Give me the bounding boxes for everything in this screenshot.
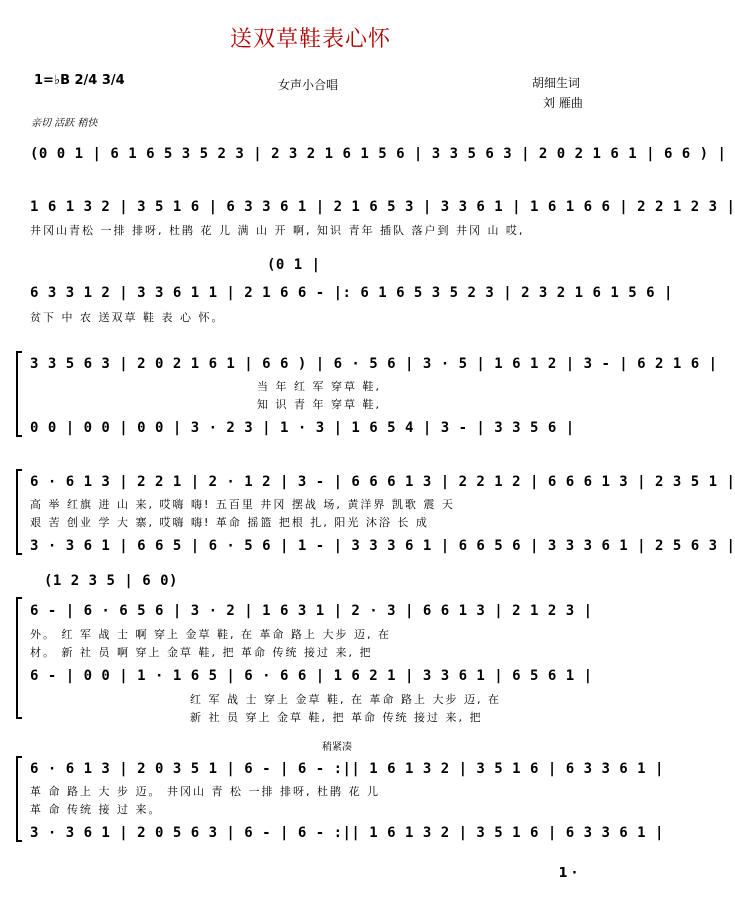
page-number: 1 · <box>558 866 577 881</box>
lyric-line: 革 命 传统 接 过 来。 <box>30 803 162 816</box>
lyric-line: 知 识 青 年 穿草 鞋, <box>257 398 381 411</box>
lyric-line: 材。 新 社 员 啊 穿上 金草 鞋, 把 革命 传统 接过 来, 把 <box>30 646 373 659</box>
composer-credit: 刘 雁曲 <box>543 96 583 110</box>
notation-line: 6 - | 0 0 | 1 · 1 6 5 | 6 · 6 6 | 1 6 2 1 | 3 3 6 1 | 6 5 6 1 | <box>30 668 593 684</box>
key-signature: 1=♭B 2/4 3/4 <box>34 73 125 88</box>
lyric-line: 高 举 红旗 进 山 来, 哎嗨 嗨! 五百里 井冈 摆战 场, 黄洋界 凯歌 震 天 <box>30 498 455 511</box>
system-brace <box>14 598 24 718</box>
tempo-marking: 亲切 活跃 稍快 <box>31 118 98 129</box>
notation-line: 6 · 6 1 3 | 2 0 3 5 1 | 6 - | 6 - :|| 1 6 1 3 2 | 3 5 1 6 | 6 3 3 6 1 | <box>30 761 664 777</box>
notation-line: 6 - | 6 · 6 5 6 | 3 · 2 | 1 6 3 1 | 2 · 3 | 6 6 1 3 | 2 1 2 3 | <box>30 603 593 619</box>
notation-line: 3 · 3 6 1 | 6 6 5 | 6 · 5 6 | 1 - | 3 3 3 6 1 | 6 6 5 6 | 3 3 3 6 1 | 2 5 6 3 | <box>30 538 735 554</box>
lyric-line: 革 命 路上 大 步 迈。 井冈山 青 松 一排 排呀, 杜鹃 花 儿 <box>30 785 380 798</box>
notation-line: (1 2 3 5 | 6 0) <box>44 573 178 589</box>
lyric-line: 当 年 红 军 穿草 鞋, <box>257 380 381 393</box>
lyric-line: 井冈山青松 一排 排呀, 杜鹃 花 儿 满 山 开 啊, 知识 青年 插队 落户到 井冈 山 哎, <box>30 224 525 237</box>
song-title: 送双草鞋表心怀 <box>229 27 391 52</box>
tempo-change-mark: 稍紧凑 <box>322 742 352 753</box>
system-brace <box>14 757 24 841</box>
system-brace <box>14 352 24 436</box>
notation-line: 6 3 3 1 2 | 3 3 6 1 1 | 2 1 6 6 - |: 6 1 6 5 3 5 2 3 | 2 3 2 1 6 1 5 6 | <box>30 285 673 301</box>
notation-line: (0 0 1 | 6 1 6 5 3 5 2 3 | 2 3 2 1 6 1 5 6 | 3 3 5 6 3 | 2 0 2 1 6 1 | 6 6 ) | <box>30 146 727 162</box>
lyric-line: 贫下 中 农 送双草 鞋 表 心 怀。 <box>30 311 225 324</box>
lyric-line: 艰 苦 创业 学 大 寨, 哎嗨 嗨! 革命 摇篮 把根 扎, 阳光 沐浴 长 成 <box>30 516 429 529</box>
lyric-line: 新 社 员 穿上 金草 鞋, 把 革命 传统 接过 来, 把 <box>190 711 483 724</box>
notation-line: 0 0 | 0 0 | 0 0 | 3 · 2 3 | 1 · 3 | 1 6 5 4 | 3 - | 3 3 5 6 | <box>30 420 575 436</box>
notation-line: 1 6 1 3 2 | 3 5 1 6 | 6 3 3 6 1 | 2 1 6 5 3 | 3 3 6 1 | 1 6 1 6 6 | 2 2 1 2 3 | <box>30 199 735 215</box>
notation-line: 3 · 3 6 1 | 2 0 5 6 3 | 6 - | 6 - :|| 1 6 1 3 2 | 3 5 1 6 | 6 3 3 6 1 | <box>30 825 664 841</box>
system-brace <box>14 470 24 554</box>
notation-line: 6 · 6 1 3 | 2 2 1 | 2 · 1 2 | 3 - | 6 6 6 1 3 | 2 2 1 2 | 6 6 6 1 3 | 2 3 5 1 | <box>30 474 735 490</box>
notation-line: (0 1 | <box>267 257 321 273</box>
genre-label: 女声小合唱 <box>278 78 339 92</box>
notation-line: 3 3 5 6 3 | 2 0 2 1 6 1 | 6 6 ) | 6 · 5 6 | 3 · 5 | 1 6 1 2 | 3 - | 6 2 1 6 | <box>30 356 718 372</box>
lyricist-credit: 胡细生词 <box>532 76 581 90</box>
lyric-line: 红 军 战 士 穿上 金草 鞋, 在 革命 路上 大步 迈, 在 <box>190 693 501 706</box>
lyric-line: 外。 红 军 战 士 啊 穿上 金草 鞋, 在 革命 路上 大步 迈, 在 <box>30 628 391 641</box>
